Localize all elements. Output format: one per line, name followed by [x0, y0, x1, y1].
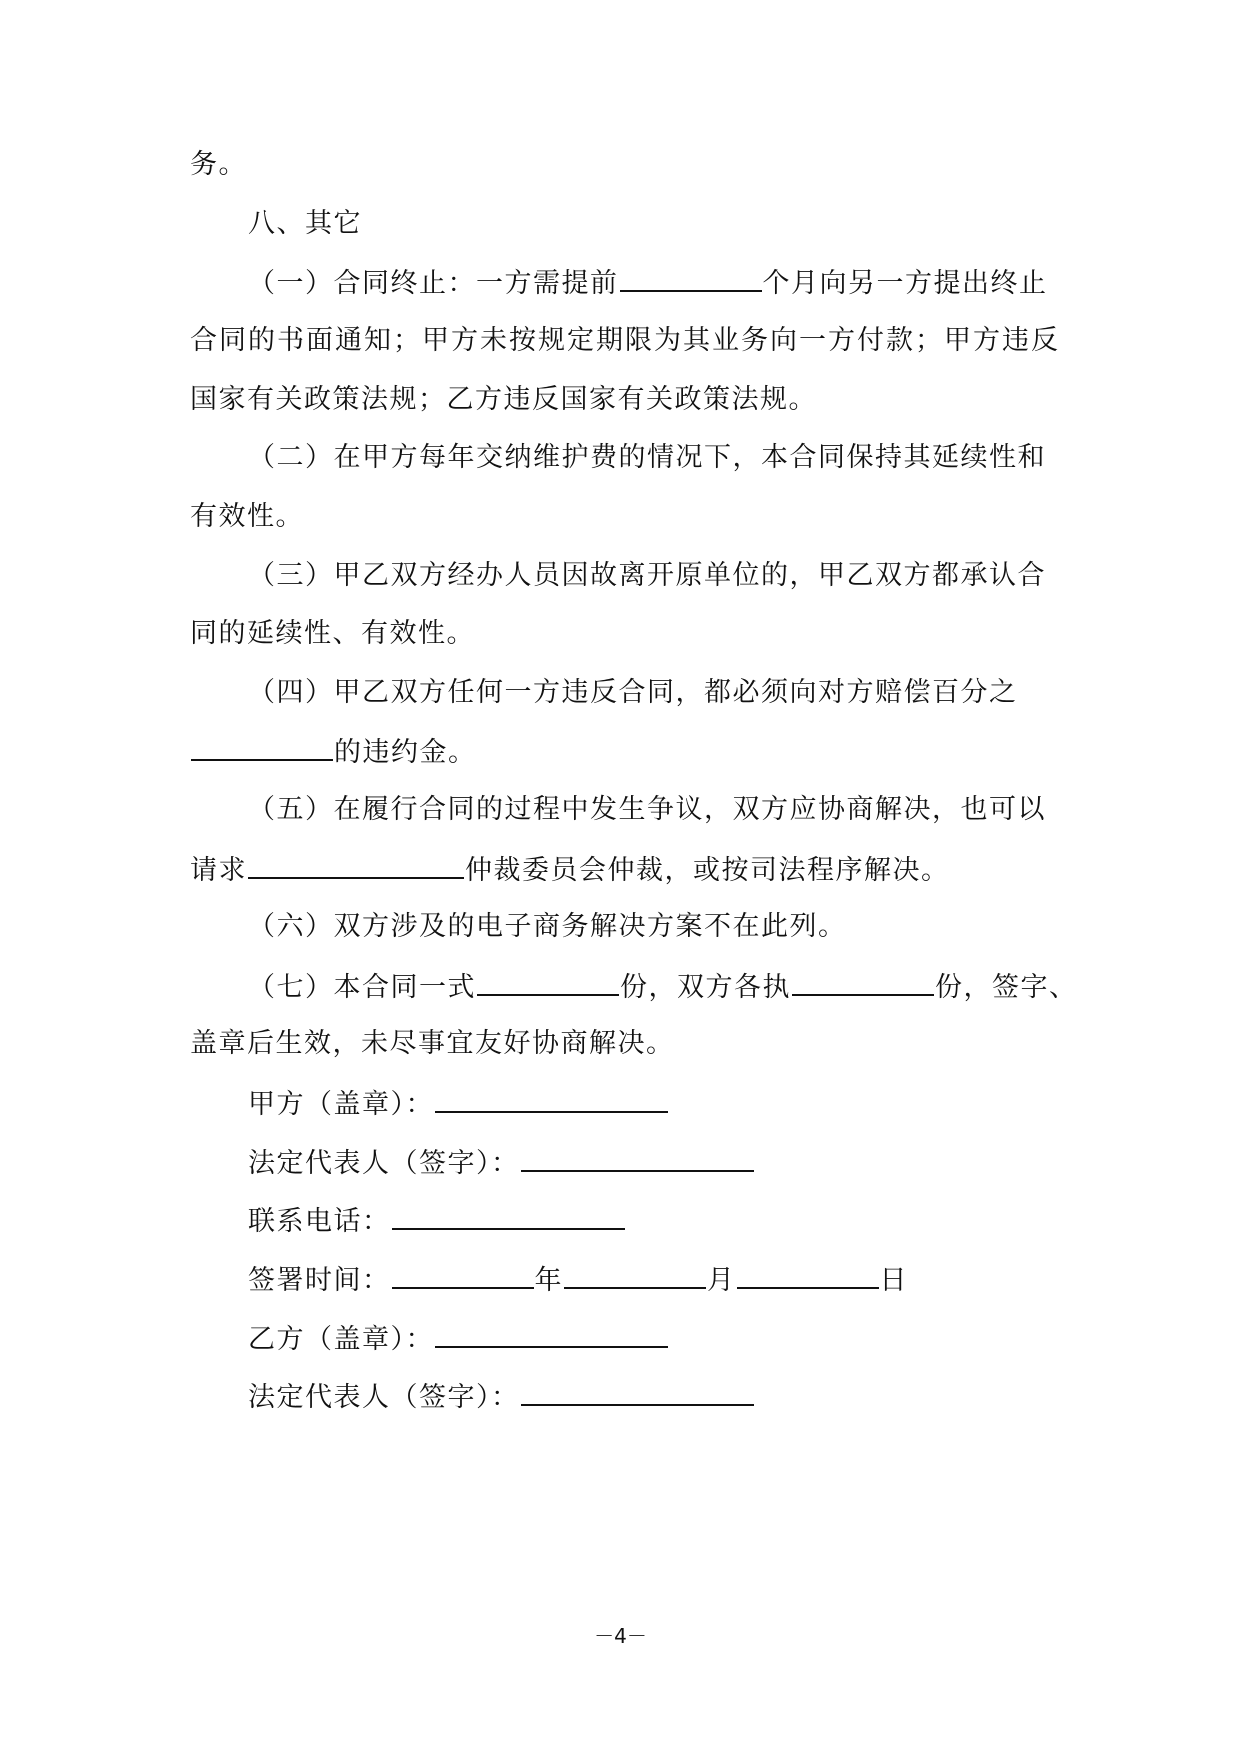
signature-line-party-b-seal — [248, 1318, 669, 1360]
text: （二）在甲方每年交纳维护费的情况下，本合同保持其延续性和 — [248, 442, 1046, 473]
signature-label: 法定代表人（签字）： — [248, 1382, 520, 1413]
fill-blank — [248, 849, 464, 879]
fill-blank — [435, 1318, 668, 1348]
paragraph-line — [190, 380, 817, 420]
paragraph-line — [248, 262, 1048, 304]
fill-blank — [564, 1259, 706, 1289]
fill-blank — [392, 1259, 534, 1289]
fill-blank — [191, 731, 333, 761]
text: （一）合同终止：一方需提前 — [248, 268, 619, 299]
text: 请求 — [190, 855, 247, 886]
fill-blank — [392, 1200, 625, 1230]
text: 国家有关政策法规；乙方违反国家有关政策法规。 — [190, 384, 817, 415]
heading-text: 八、其它 — [248, 208, 362, 239]
text: 份，签字、 — [935, 972, 1078, 1003]
page-number: －4－ — [594, 1624, 647, 1648]
signature-line-party-b-rep — [248, 1376, 755, 1418]
paragraph-line — [190, 497, 304, 537]
paragraph-line — [248, 673, 1018, 713]
text: （五）在履行合同的过程中发生争议，双方应协商解决，也可以 — [248, 794, 1046, 825]
signature-label: 法定代表人（签字）： — [248, 1148, 520, 1179]
signature-line-party-a-rep — [248, 1142, 755, 1184]
date-unit: 年 — [534, 1265, 563, 1296]
fill-blank — [521, 1142, 754, 1172]
date-unit: 日 — [879, 1265, 908, 1296]
paragraph-line — [190, 1024, 675, 1064]
text: 个月向另一方提出终止 — [762, 268, 1048, 299]
paragraph-line — [190, 614, 475, 654]
text: （六）双方涉及的电子商务解决方案不在此列。 — [248, 911, 847, 942]
signature-label: 联系电话： — [248, 1206, 391, 1237]
text: （七）本合同一式 — [248, 972, 476, 1003]
paragraph-line — [190, 849, 950, 891]
text: 的违约金。 — [334, 737, 477, 768]
signature-label: 乙方（盖章）： — [248, 1324, 434, 1355]
fill-blank — [792, 966, 934, 996]
paragraph-line — [248, 438, 1046, 478]
signature-label: 签署时间： — [248, 1265, 391, 1296]
text: （三）甲乙双方经办人员因故离开原单位的，甲乙双方都承认合 — [248, 560, 1046, 591]
text: 务。 — [190, 149, 247, 180]
paragraph-line — [190, 731, 477, 773]
paragraph-line — [248, 556, 1046, 596]
text: 同的延续性、有效性。 — [190, 618, 475, 649]
text: 仲裁委员会仲裁，或按司法程序解决。 — [465, 855, 950, 886]
paragraph-line — [190, 145, 247, 185]
text: 合同的书面通知；甲方未按规定期限为其业务向一方付款；甲方违反 — [190, 325, 1058, 356]
text: 盖章后生效，未尽事宜友好协商解决。 — [190, 1028, 675, 1059]
fill-blank — [477, 966, 619, 996]
paragraph-line — [190, 321, 1058, 361]
section-heading — [248, 204, 362, 244]
signature-line-phone — [248, 1200, 626, 1242]
signature-line-date — [248, 1259, 908, 1301]
signature-label: 甲方（盖章）： — [248, 1089, 434, 1120]
date-unit: 月 — [707, 1265, 736, 1296]
paragraph-line — [248, 790, 1046, 830]
text: 有效性。 — [190, 501, 304, 532]
text: 份，双方各执 — [620, 972, 791, 1003]
paragraph-line — [248, 966, 1078, 1008]
text: （四）甲乙双方任何一方违反合同，都必须向对方赔偿百分之 — [248, 677, 1018, 708]
signature-line-party-a-seal — [248, 1083, 669, 1125]
fill-blank — [620, 262, 762, 292]
fill-blank — [435, 1083, 668, 1113]
fill-blank — [521, 1376, 754, 1406]
fill-blank — [737, 1259, 879, 1289]
paragraph-line — [248, 907, 847, 947]
